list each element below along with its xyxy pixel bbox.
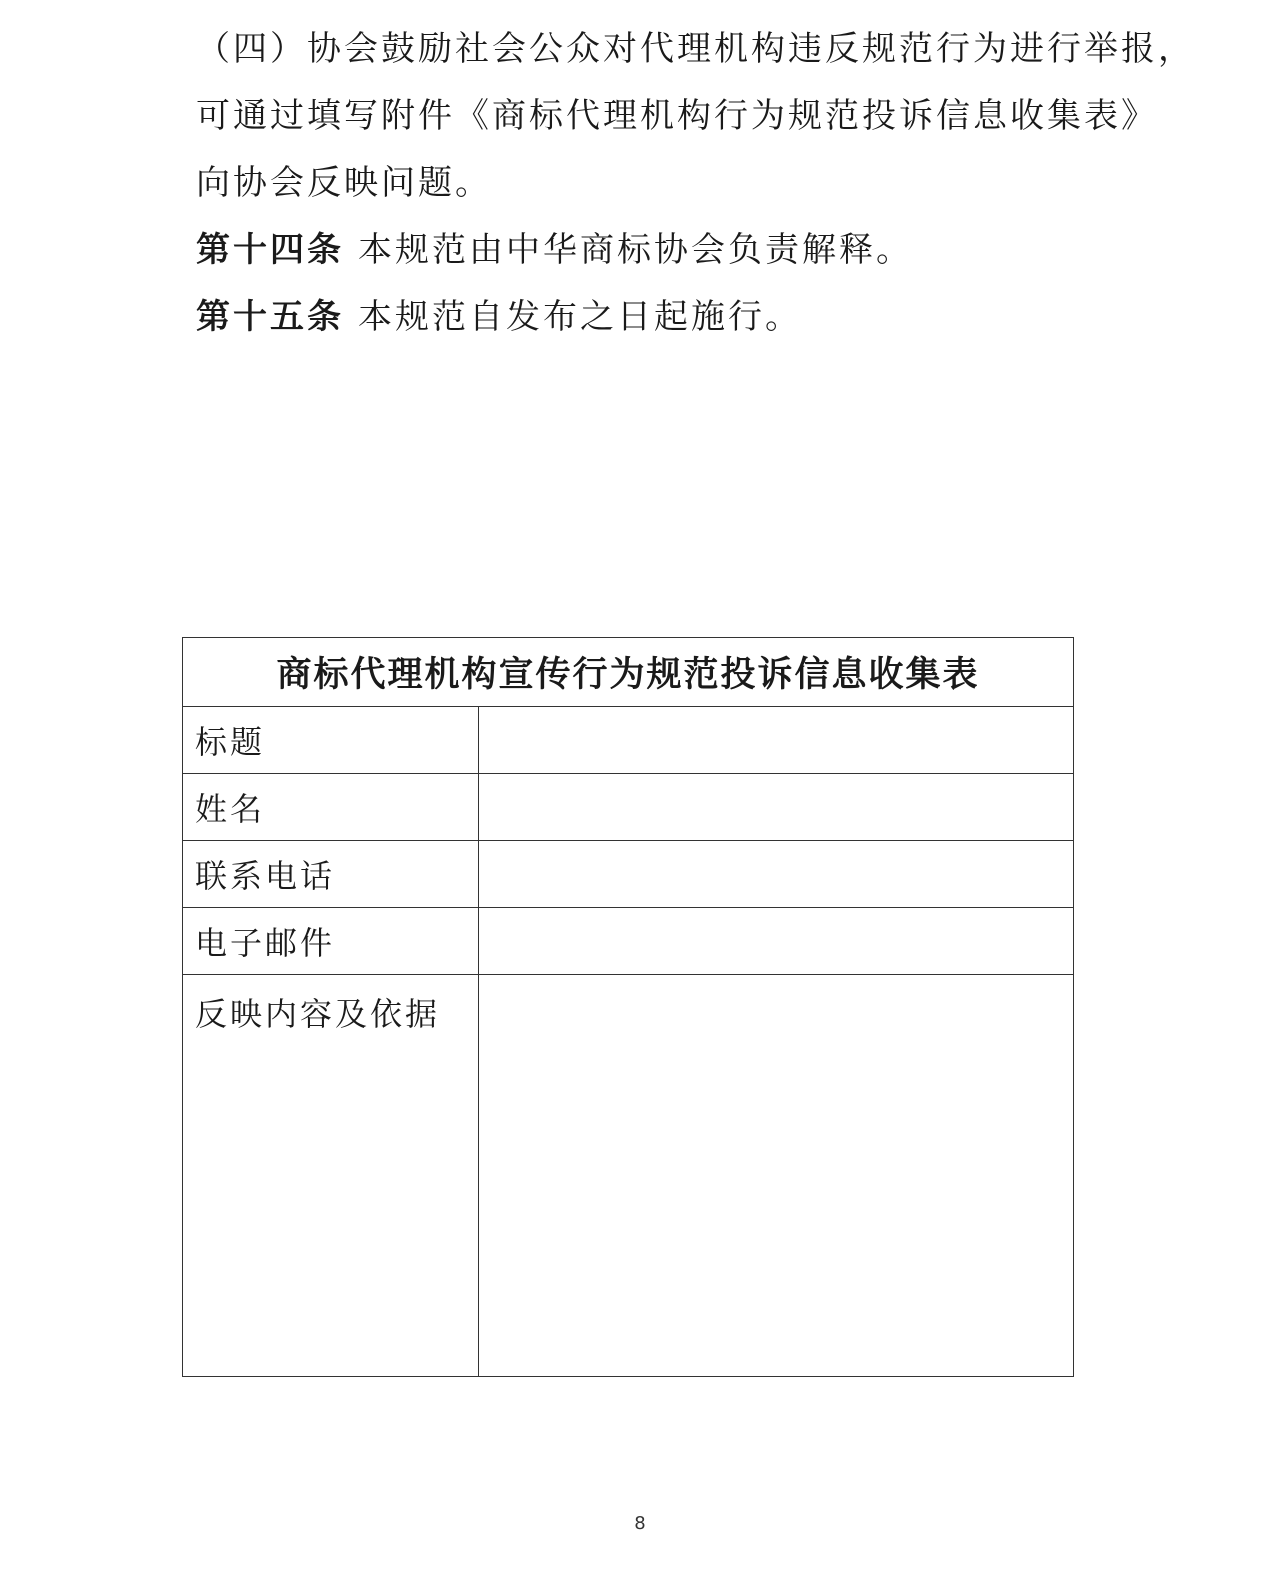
field-value-phone[interactable] — [479, 841, 1074, 908]
field-label-title: 标题 — [183, 707, 479, 774]
form-row-content — [183, 975, 1074, 1377]
paragraph-line-3: 向协会反映问题。 — [196, 163, 492, 203]
article-15-label: 第十五条 — [196, 297, 344, 337]
form-row-email — [183, 908, 1074, 975]
field-value-title[interactable] — [479, 707, 1074, 774]
field-label-phone: 联系电话 — [183, 841, 479, 908]
field-value-content[interactable] — [479, 975, 1074, 1377]
form-row-phone — [183, 841, 1074, 908]
document-body — [196, 16, 1195, 351]
field-label-email: 电子邮件 — [183, 908, 479, 975]
page-number: 8 — [634, 1513, 646, 1534]
article-15 — [196, 284, 1136, 351]
field-value-email[interactable] — [479, 908, 1074, 975]
article-14-label: 第十四条 — [196, 230, 344, 270]
form-row-title — [183, 707, 1074, 774]
complaint-form-table — [182, 637, 1074, 1377]
paragraph-line-1: （四）协会鼓励社会公众对代理机构违反规范行为进行举报， — [196, 29, 1195, 69]
field-label-name: 姓名 — [183, 774, 479, 841]
article-14-text: 本规范由中华商标协会负责解释。 — [358, 230, 913, 270]
form-row-name — [183, 774, 1074, 841]
article-15-text: 本规范自发布之日起施行。 — [358, 297, 802, 337]
paragraph-line-2: 可通过填写附件《商标代理机构行为规范投诉信息收集表》 — [196, 96, 1158, 136]
field-label-content: 反映内容及依据 — [183, 975, 479, 1377]
form-title: 商标代理机构宣传行为规范投诉信息收集表 — [183, 638, 1074, 707]
field-value-name[interactable] — [479, 774, 1074, 841]
article-14 — [196, 217, 1136, 284]
